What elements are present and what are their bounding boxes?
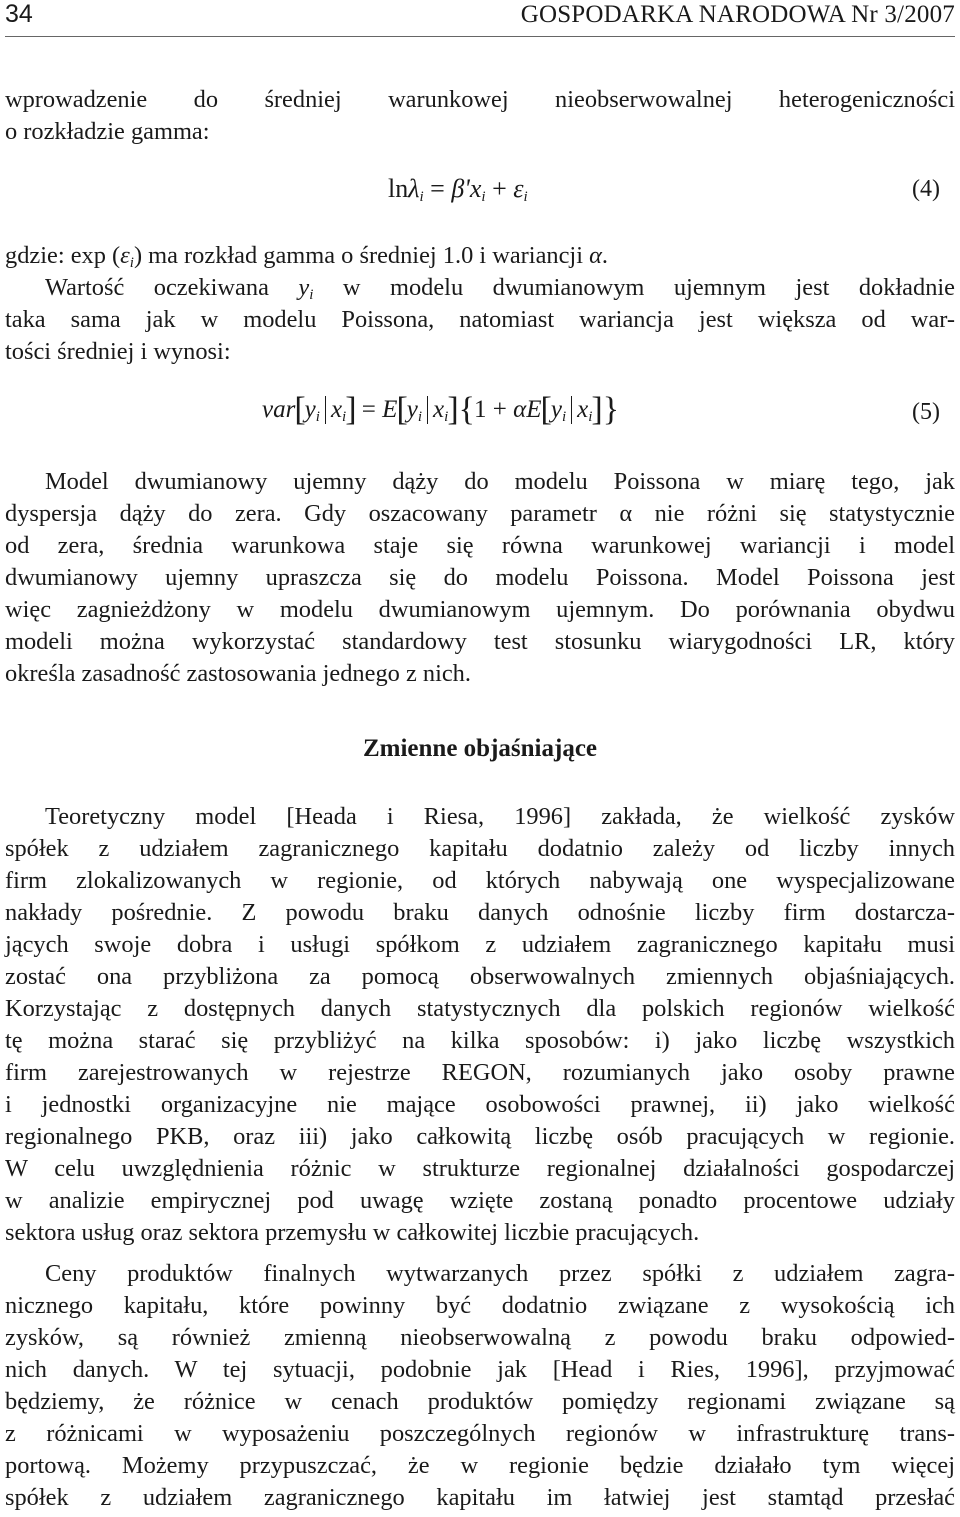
text-line: firm zarejestrowanych w rejestrze REGON, rozumianych jako osoby prawne	[5, 1059, 955, 1086]
text-line: tę można starać się przybliżyć na kilka sposobów: i) jako liczbę wszystkich	[5, 1027, 955, 1054]
text-line: od zera, średnia warunkowa staje się równa warunkowej wariancji i model	[5, 532, 955, 559]
text-line: określa zasadność zastosowania jednego z nich.	[5, 660, 471, 687]
text-line: modeli można wykorzystać standardowy test stosunku wiarygodności LR, który	[5, 628, 955, 655]
page-number: 34	[5, 0, 33, 28]
equation-5: $var[y_i$ $x_i] = E[y_i$ $x_i]\{1 + \alpha E[y_i$ $x_i$]}	[262, 391, 620, 428]
text-line: więc zagnieżdżony w modelu dwumianowym ujemnym. Do porównania obydwu	[5, 596, 955, 623]
text-line: spółek z udziałem zagranicznego kapitału im łatwiej jest stamtąd przesłać	[5, 1484, 955, 1511]
text-line: zysków, są również zmienną nieobserwowalną z powodu braku odpowied-	[5, 1324, 955, 1351]
text-line: Teoretyczny model [Heada i Riesa, 1996] zakłada, że wielkość zysków	[45, 803, 955, 830]
journal-title: GOSPODARKA NARODOWA Nr 3/2007	[520, 1, 955, 28]
paragraph-2	[5, 801, 955, 1249]
text-line: Wartość oczekiwana $y_i$ w modelu dwumianowym ujemnym jest dokładnie	[45, 274, 956, 303]
text-line: dwumianowy ujemny upraszcza się do modelu Poissona. Model Poissona jest	[5, 564, 955, 591]
text-line: Ceny produktów finalnych wytwarzanych przez spółki z udziałem zagra-	[45, 1260, 955, 1287]
text-line: firm zlokalizowanych w regionie, od których nabywają one wyspecjalizowane	[5, 867, 955, 894]
text-line: wprowadzenie do średniej warunkowej nieobserwowalnej heterogeniczności	[5, 86, 955, 113]
text-line: gdzie: $\exp (\varepsilon_i)$ ma rozkład gamma o średniej 1.0 i wariancji α.	[5, 242, 608, 271]
paragraph-1	[5, 466, 955, 690]
running-header	[5, 0, 955, 32]
text-line: jących swoje dobra i usługi spółkom z udziałem zagranicznego kapitału musi	[5, 931, 955, 958]
text-line: sektora usług oraz sektora przemysłu w całkowitej liczbie pracujących.	[5, 1219, 700, 1246]
equation-number-4: (4)	[912, 176, 940, 202]
text-line: taka sama jak w modelu Poissona, natomiast wariancja jest większa od war-	[5, 306, 955, 333]
text-line: Model dwumianowy ujemny dąży do modelu Poissona w miarę tego, jak	[45, 468, 955, 495]
text-line: regionalnego PKB, oraz iii) jako całkowitą liczbę osób pracujących w regionie.	[5, 1123, 955, 1150]
text-line: dyspersja dąży do zera. Gdy oszacowany parametr α nie różni się statystycznie	[5, 500, 955, 527]
text-line: będziemy, że różnice w cenach produktów pomiędzy regionami związane są	[5, 1388, 955, 1415]
intro-paragraph	[5, 84, 955, 148]
text-line: nakłady pośrednie. Z powodu braku danych odnośnie liczby firm dostarcza-	[5, 899, 955, 926]
text-line: spółek z udziałem zagranicznego kapitału dodatnio zależy od liczby innych	[5, 835, 955, 862]
definition-paragraph	[5, 240, 955, 368]
text-line: W celu uwzględnienia różnic w strukturze regionalnej działalności gospodarczej	[5, 1155, 955, 1182]
text-line: o rozkładzie gamma:	[5, 118, 210, 145]
text-line: portową. Możemy przypuszczać, że w regionie będzie działało tym więcej	[5, 1452, 955, 1479]
text-line: Korzystając z dostępnych danych statystycznych dla polskich regionów wielkość	[5, 995, 955, 1022]
text-line: zostać ona przybliżona za pomocą obserwowalnych zmiennych objaśniających.	[5, 963, 955, 990]
text-line: nicznego kapitału, które powinny być dodatnio związane z wysokością ich	[5, 1292, 955, 1319]
paragraph-3	[5, 1258, 955, 1514]
equation-4: $\ln\lambda_i = \beta'x_i + \varepsilon_i$	[388, 174, 528, 205]
section-heading: Zmienne objaśniające	[362, 735, 598, 762]
text-line: i jednostki organizacyjne nie mające osobowości prawnej, ii) jako wielkość	[5, 1091, 955, 1118]
text-line: tości średniej i wynosi:	[5, 338, 231, 365]
header-rule	[5, 36, 955, 37]
text-line: z różnicami w wyposażeniu poszczególnych regionów w infrastrukturę trans-	[5, 1420, 955, 1447]
equation-number-5: (5)	[912, 399, 940, 425]
text-line: w analizie empirycznej pod uwagę wzięte zostaną ponadto procentowe udziały	[5, 1187, 955, 1214]
text-line: nich danych. W tej sytuacji, podobnie jak [Head i Ries, 1996], przyjmować	[5, 1356, 955, 1383]
